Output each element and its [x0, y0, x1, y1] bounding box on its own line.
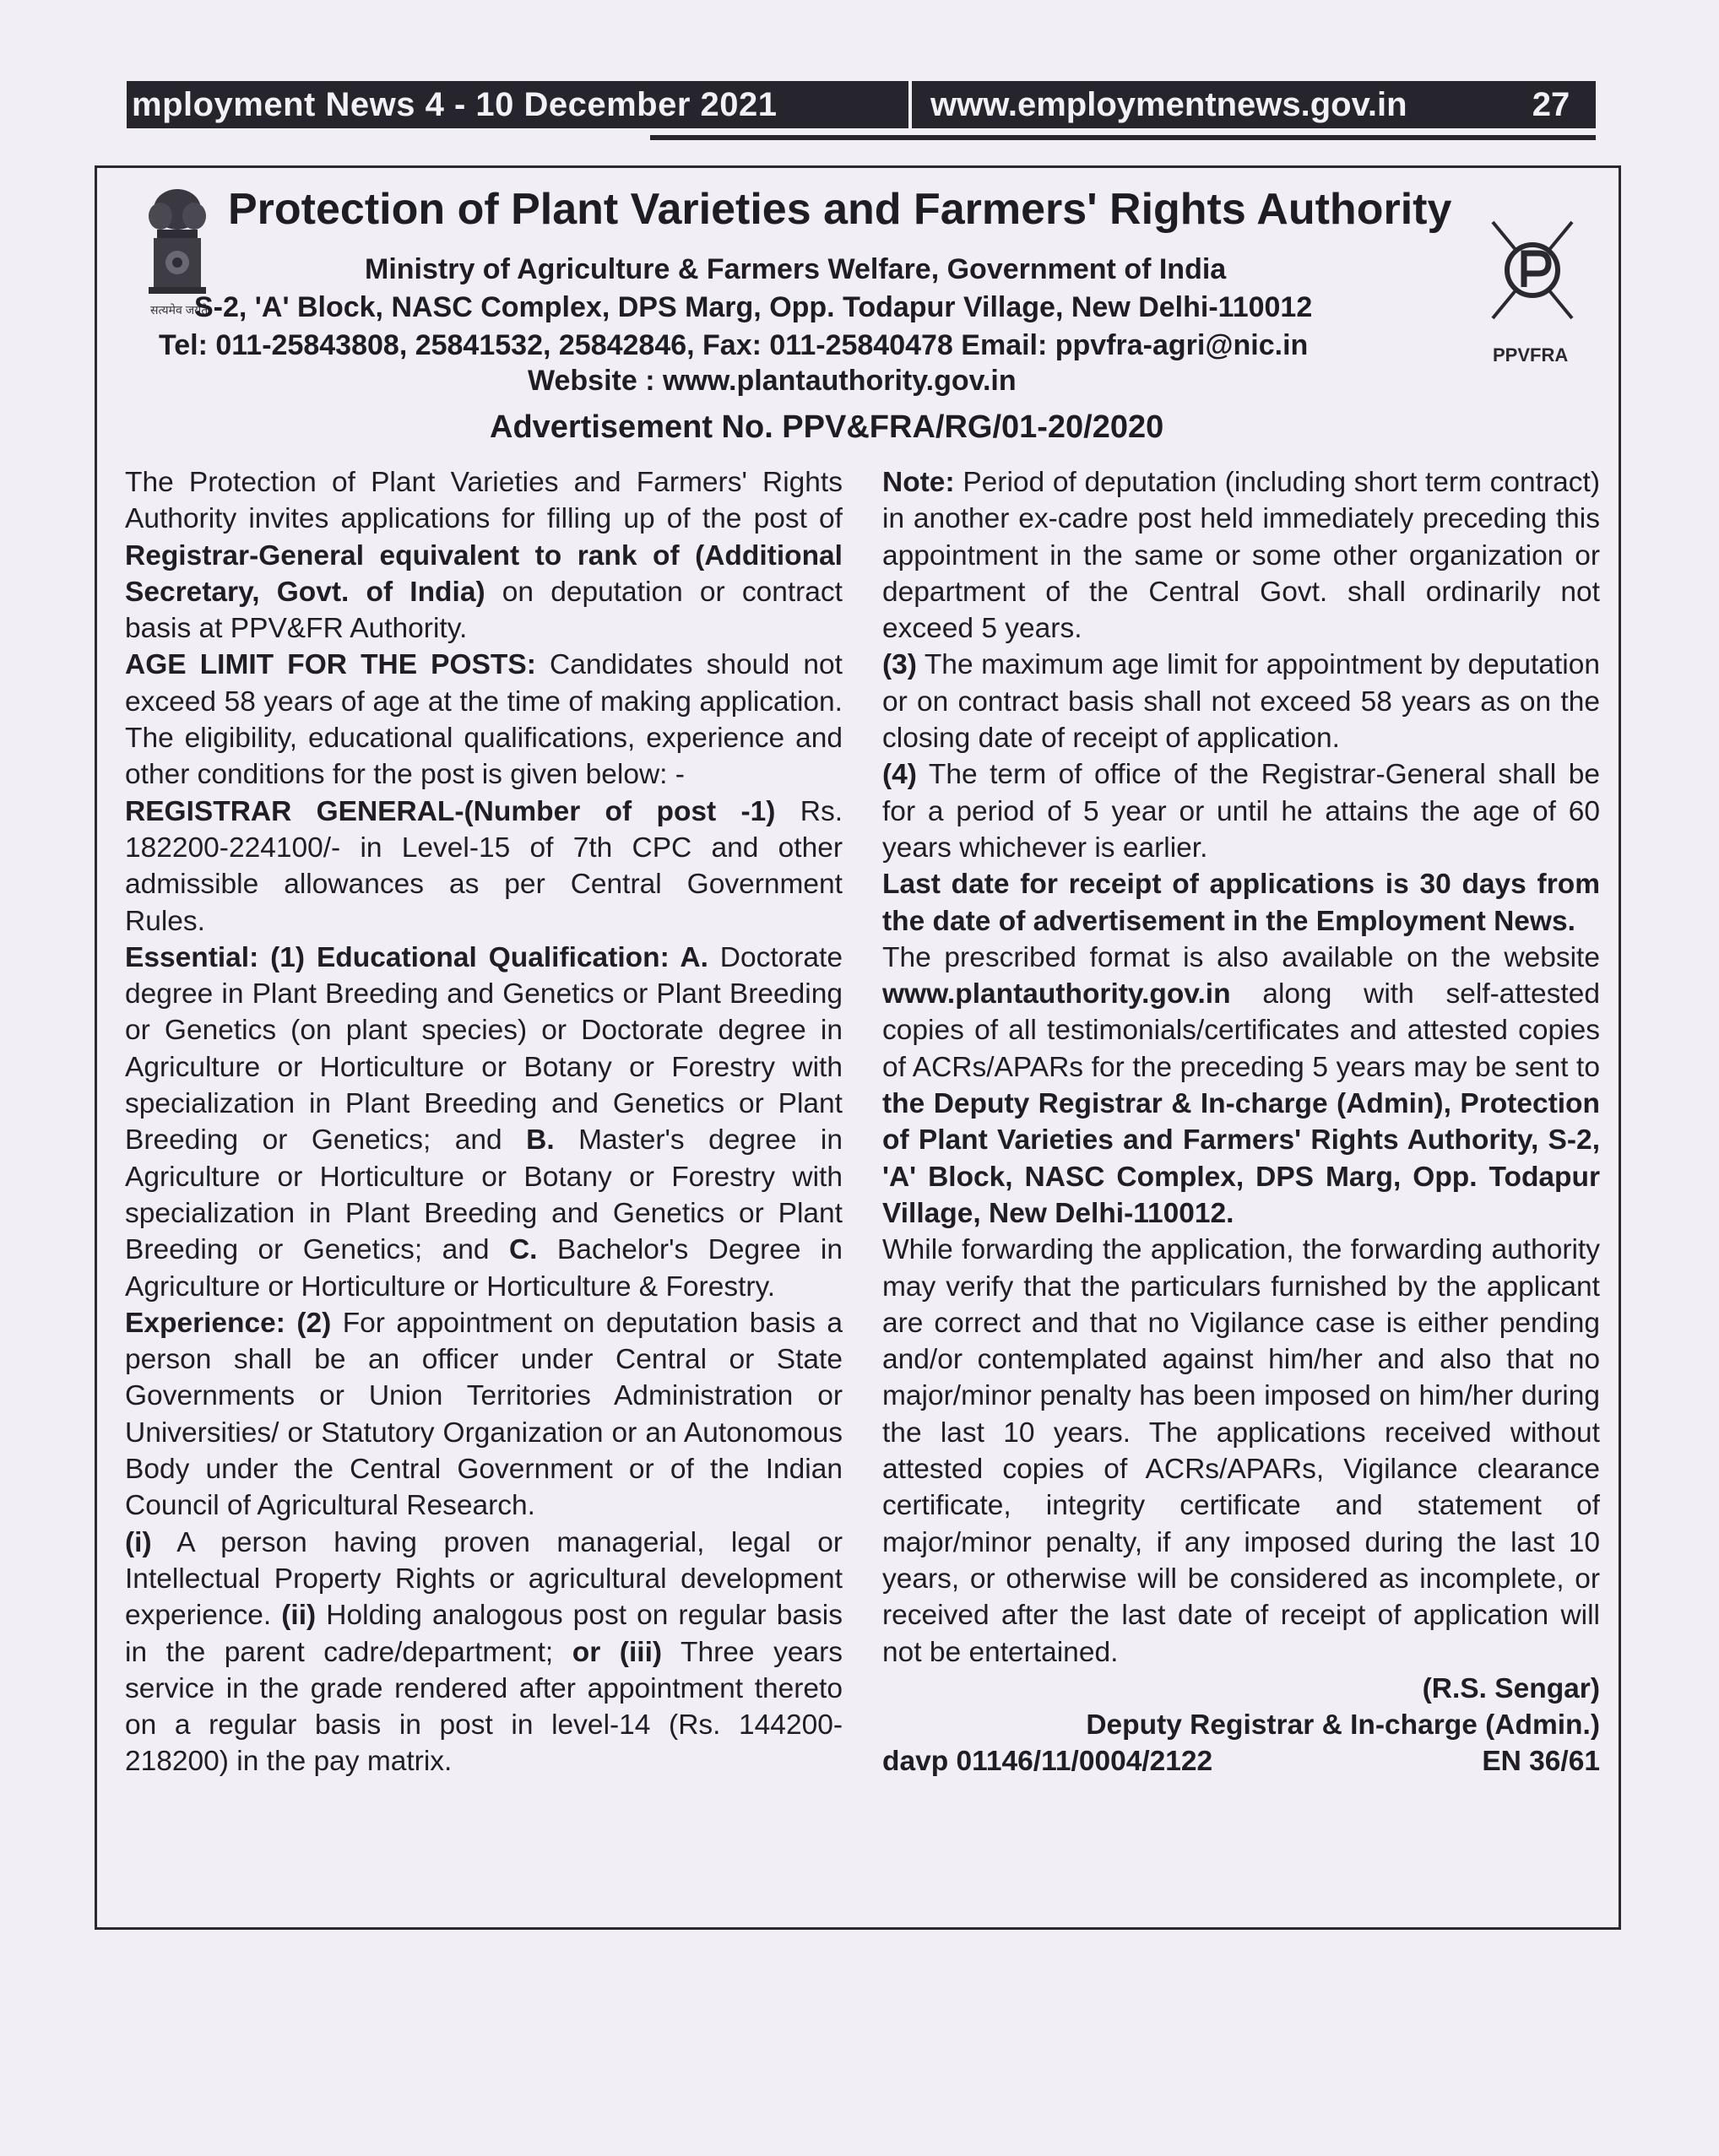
note-paragraph: [882, 464, 1600, 647]
ppvfra-logo-label: PPVFRA: [1493, 344, 1569, 366]
ministry-line: Ministry of Agriculture & Farmers Welfare, Government of India: [365, 253, 1227, 285]
option-ii-text: Holding analogous post on regular basis in the parent cadre/department;: [125, 1600, 843, 1668]
format-text-cont: along with self-attested copies of all testimonials/certificates and attested copies of ACRs/APARs for the preceding 5 years may be sent to: [882, 978, 1600, 1083]
qualification-b-label: B.: [526, 1124, 555, 1157]
masthead-rule: [650, 135, 1596, 140]
page-number: 27: [1532, 85, 1570, 123]
qualification-c-text: Bachelor's Degree in Agriculture or Horticulture or Horticulture & Forestry.: [125, 1234, 843, 1303]
masthead: [127, 81, 1596, 128]
authority-website-link[interactable]: www.plantauthority.gov.in: [882, 978, 1231, 1010]
pay-scale-text: Rs. 182200-224100/- in Level-15 of 7th CPC and other admissible allowances as per Central Government Rules.: [125, 795, 843, 937]
ppvfra-logo-icon: [1486, 215, 1579, 325]
last-date-paragraph: Last date for receipt of applications is 30 days from the date of advertisement in the Employment News.: [882, 869, 1600, 937]
option-iii-label: or (iii): [572, 1636, 663, 1668]
option-i-label: (i): [125, 1526, 152, 1558]
newspaper-name-date: mployment News 4 - 10 December 2021: [132, 85, 778, 123]
signatory-name: (R.S. Sengar): [1422, 1672, 1600, 1704]
postal-address: the Deputy Registrar & In-charge (Admin), Protection of Plant Varieties and Farmers' Rights Authority, S-2, 'A' Block, NASC Complex, DPS Marg, Opp. Todapur Village, New Delhi-110012.: [882, 1088, 1600, 1229]
age-limit-label: AGE LIMIT FOR THE POSTS:: [125, 649, 536, 681]
website-line: Website : www.plantauthority.gov.in: [528, 365, 1017, 397]
term-paragraph: [882, 756, 1600, 866]
intro-paragraph: [125, 464, 843, 647]
clause-3-text: The maximum age limit for appointment by deputation or on contract basis shall not exceed 58 years as on the closing date of receipt of application.: [882, 649, 1600, 755]
post-rank: Registrar-General equivalent to rank of (Additional Secretary, Govt. of India): [125, 539, 843, 608]
signatory-title: Deputy Registrar & In-charge (Admin.): [1086, 1709, 1600, 1742]
authority-title: Protection of Plant Varieties and Farmers' Rights Authority: [228, 185, 1452, 234]
experience-paragraph: [125, 1305, 843, 1525]
experience-options-paragraph: [125, 1525, 843, 1780]
intro-text-end: on deputation or contract basis at PPV&FR Authority.: [125, 576, 843, 645]
advertisement-number: Advertisement No. PPV&FRA/RG/01-20/2020: [490, 409, 1164, 445]
emblem-motto: सत्यमेव जयते: [150, 303, 209, 317]
experience-text: For appointment on deputation basis a person shall be an officer under Central or State Governments or Union Territories Administration or Universities/ or Statutory Organization or an Autonomous Body under the Central Government or of the Indian Council of Agricultural Research.: [125, 1307, 843, 1522]
essential-qualification-paragraph: [125, 940, 843, 1305]
intro-text: The Protection of Plant Varieties and Farmers' Rights Authority invites applications for filling up of the post of: [125, 467, 843, 535]
experience-label: Experience: (2): [125, 1307, 332, 1339]
en-number: EN 36/61: [1482, 1746, 1600, 1778]
forwarding-paragraph: While forwarding the application, the forwarding authority may verify that the particulars furnished by the applicant are correct and that no Vigilance case is either pending and/or contemplated against him/her and also that no major/minor penalty has been imposed on him/her during the last 10 years. The applications received without attested copies of ACRs/APARs, Vigilance clearance certificate, integrity certificate and statement of major/minor penalty, if any imposed during the last 10 years, or otherwise will be considered as incomplete, or received after the last date of receipt of application will not be entertained.: [882, 1234, 1600, 1668]
note-label: Note:: [882, 467, 955, 498]
qualification-c-label: C.: [508, 1234, 538, 1266]
clause-4-text: The term of office of the Registrar-General shall be for a period of 5 year or until he attains the age of 60 years whichever is earlier.: [882, 759, 1600, 864]
registrar-general-paragraph: [125, 794, 843, 940]
right-column: [882, 464, 1600, 1780]
format-paragraph: [882, 940, 1600, 1232]
age-limit-paragraph: [125, 647, 843, 793]
reference-row: [882, 1743, 1600, 1780]
option-ii-label: (ii): [281, 1600, 317, 1632]
clause-3-label: (3): [882, 649, 917, 681]
note-text: Period of deputation (including short term contract) in another ex-cadre post held immediately preceding this appointment in the same or some other organization or department of the Central Govt. shall ordinarily not exceed 5 years.: [882, 467, 1600, 645]
format-text: The prescribed format is also available on the website: [882, 941, 1600, 973]
davp-number: davp 01146/11/0004/2122: [882, 1746, 1213, 1778]
essential-label: Essential: (1) Educational Qualification: A.: [125, 941, 708, 973]
contact-line: Tel: 011-25843808, 25841532, 25842846, Fax: 011-25840478 Email: ppvfra-agri@nic.in: [159, 329, 1309, 361]
max-age-paragraph: [882, 647, 1600, 756]
qualification-a-text: Doctorate degree in Plant Breeding and Genetics or Plant Breeding or Genetics (on plant species) or Doctorate degree in Agriculture or Horticulture or Botany or Forestry with specialization in Plant Breeding and Genetics or Plant Breeding or Genetics; and: [125, 941, 843, 1157]
address-line: S-2, 'A' Block, NASC Complex, DPS Marg, Opp. Todapur Village, New Delhi-110012: [194, 291, 1313, 323]
left-column: [125, 464, 843, 1780]
option-iii-text: Three years service in the grade rendered after appointment thereto on a regular basis in post in level-14 (Rs. 144200-218200) in the pay matrix.: [125, 1636, 843, 1778]
qualification-b-text: Master's degree in Agriculture or Horticulture or Botany or Forestry with specialization in Plant Breeding and Genetics or Plant Breeding or Genetics; and: [125, 1124, 843, 1266]
option-i-text: A person having proven managerial, legal or Intellectual Property Rights or agricultural development experience.: [125, 1526, 843, 1632]
age-limit-text: Candidates should not exceed 58 years of age at the time of making application. The eligibility, educational qualifications, experience and other conditions for the post is given below: -: [125, 649, 843, 791]
clause-4-label: (4): [882, 759, 917, 791]
newspaper-website: www.employmentnews.gov.in: [930, 85, 1407, 123]
post-count-label: REGISTRAR GENERAL-(Number of post -1): [125, 795, 776, 827]
